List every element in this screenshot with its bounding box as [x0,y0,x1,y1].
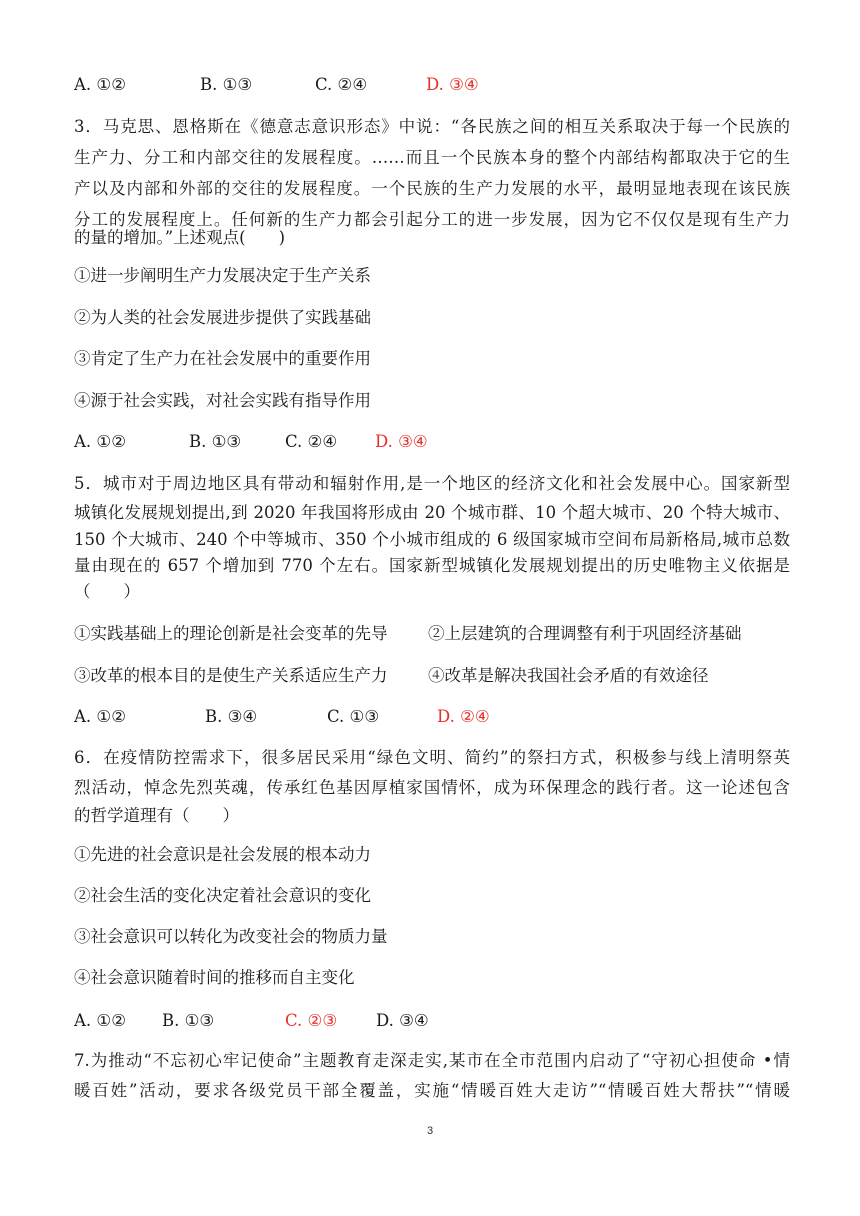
q5-stem-line: （ ） [74,582,140,601]
q5-stem-line: 150 个大城市、240 个中等城市、350 个小城市组成的 6 级国家城市空间布局新格局,城市总数 [74,530,790,549]
q5-option-3: ③改革的根本目的是使生产关系适应生产力 [74,666,388,685]
q5-option-4: ④改革是解决我国社会矛盾的有效途径 [428,666,709,685]
q3-stem-line: 生产力、分工和内部交往的发展程度。……而且一个民族本身的整个内部结构都取决于它的生 [74,148,790,167]
q6-answer-c: C. ②③ [285,1011,338,1030]
q5-stem-line: 城镇化发展规划提出,到 2020 年我国将形成由 20 个城市群、10 个超大城市、20 个特大城市、 [74,503,790,522]
q2-answer-d: D. ③④ [426,75,479,94]
q3-answer-b: B. ①③ [189,432,242,451]
q3-answer-c: C. ②④ [285,432,338,451]
q6-option-1: ①先进的社会意识是社会发展的根本动力 [74,845,371,864]
page-number: 3 [426,1125,434,1137]
q5-option-2: ②上层建筑的合理调整有利于巩固经济基础 [428,624,742,643]
q6-stem-line: 的哲学道理有（ ） [74,806,239,825]
q3-answer-d: D. ③④ [375,432,428,451]
q6-answer-a: A. ①② [74,1011,126,1030]
q6-answer-b: B. ①③ [162,1011,215,1030]
q3-stem-line: 产以及内部和外部的交往的发展程度。一个民族的生产力发展的水平，最明显地表现在该民族 [74,179,790,198]
q2-answer-b: B. ①③ [200,75,253,94]
q6-option-4: ④社会意识随着时间的推移而自主变化 [74,968,355,987]
q6-option-3: ③社会意识可以转化为改变社会的物质力量 [74,927,388,946]
q3-option-1: ①进一步阐明生产力发展决定于生产关系 [74,266,371,285]
q6-option-2: ②社会生活的变化决定着社会意识的变化 [74,886,371,905]
q5-answer-b: B. ③④ [205,707,258,726]
q6-stem-line: 烈活动，悼念先烈英魂，传承红色基因厚植家国情怀，成为环保理念的践行者。这一论述包含 [74,778,790,797]
q3-option-2: ②为人类的社会发展进步提供了实践基础 [74,308,371,327]
q5-answer-d: D. ②④ [437,707,490,726]
q3-option-3: ③肯定了生产力在社会发展中的重要作用 [74,349,371,368]
q2-answer-c: C. ②④ [315,75,368,94]
q3-stem-line: 3．马克思、恩格斯在《德意志意识形态》中说：“各民族之间的相互关系取决于每一个民族的 [74,117,790,136]
q5-stem-line: 5．城市对于周边地区具有带动和辐射作用,是一个地区的经济文化和社会发展中心。国家新型 [74,474,790,493]
q2-answer-a: A. ①② [74,75,126,94]
q6-stem-line: 6．在疫情防控需求下，很多居民采用“绿色文明、简约”的祭扫方式，积极参与线上清明祭英 [74,748,790,767]
q5-option-1: ①实践基础上的理论创新是社会变革的先导 [74,624,388,643]
q3-answer-a: A. ①② [74,432,126,451]
q3-stem-line: 分工的发展程度上。任何新的生产力都会引起分工的进一步发展，因为它不仅仅是现有生产力 [74,210,790,229]
q5-answer-a: A. ①② [74,707,126,726]
q7-stem-line: 暖百姓”活动，要求各级党员干部全覆盖，实施“情暖百姓大走访”“情暖百姓大帮扶”“情暖 [74,1081,790,1100]
q3-option-4: ④源于社会实践，对社会实践有指导作用 [74,391,371,410]
q3-stem-line: 的量的增加。”上述观点( ) [74,228,286,247]
q7-stem-line: 7.为推动“不忘初心牢记使命”主题教育走深走实,某市在全市范围内启动了“守初心担使命 •情 [74,1051,790,1070]
q5-stem-line: 量由现在的 657 个增加到 770 个左右。国家新型城镇化发展规划提出的历史唯物主义依据是 [74,556,790,575]
q5-answer-c: C. ①③ [327,707,380,726]
q6-answer-d: D. ③④ [376,1011,429,1030]
